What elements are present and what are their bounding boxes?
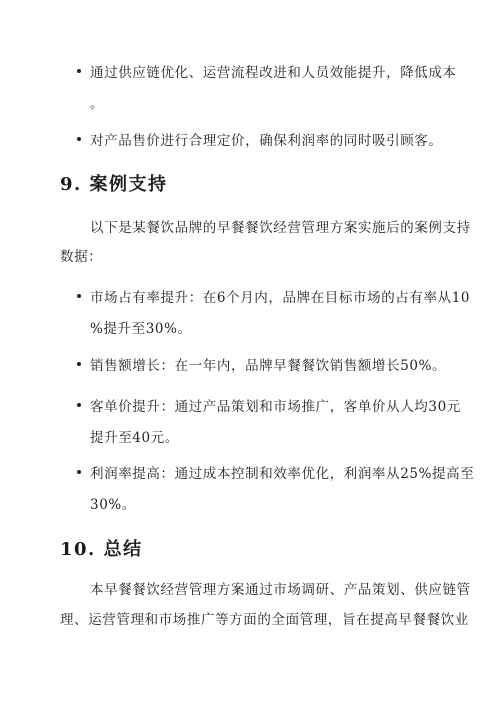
list-item-text-continued: 提升至40元。 [90,430,179,446]
list-item-text: 利润率提高：通过成本控制和效率优化，利润率从25%提高至 [90,466,475,482]
bullet-dot [77,470,81,474]
list-item-text: 销售额增长：在一年内，品牌早餐餐饮销售额增长50%。 [90,358,447,374]
bullet-dot [77,362,81,366]
section-heading: 10. 总结 [60,539,143,560]
bullet-dot [77,137,81,141]
paragraph-line: 本早餐餐饮经营管理方案通过市场调研、产品策划、供应链管 [90,582,471,598]
list-item-text-continued: %提升至30%。 [90,321,192,337]
bullet-dot [77,294,81,298]
section-heading: 9. 案例支持 [60,174,168,195]
list-item-text-continued: 30%。 [90,497,136,513]
bullet-dot [77,403,81,407]
paragraph-line: 数据： [60,249,103,265]
paragraph-line: 理、运营管理和市场推广等方面的全面管理，旨在提高早餐餐饮业 [60,612,469,628]
list-item-text: 市场占有率提升：在6个月内，品牌在目标市场的占有率从10 [90,290,471,306]
list-item-text: 通过供应链优化、运营流程改进和人员效能提升，降低成本 [90,65,457,81]
paragraph-line: 以下是某餐饮品牌的早餐餐饮经营管理方案实施后的案例支持 [90,220,471,236]
bullet-dot [77,69,81,73]
list-item-text-continued: 。 [90,96,105,112]
list-item-text: 对产品售价进行合理定价，确保利润率的同时吸引顾客。 [90,133,443,149]
list-item-text: 客单价提升：通过产品策划和市场推广，客单价从人均30元 [90,399,461,415]
